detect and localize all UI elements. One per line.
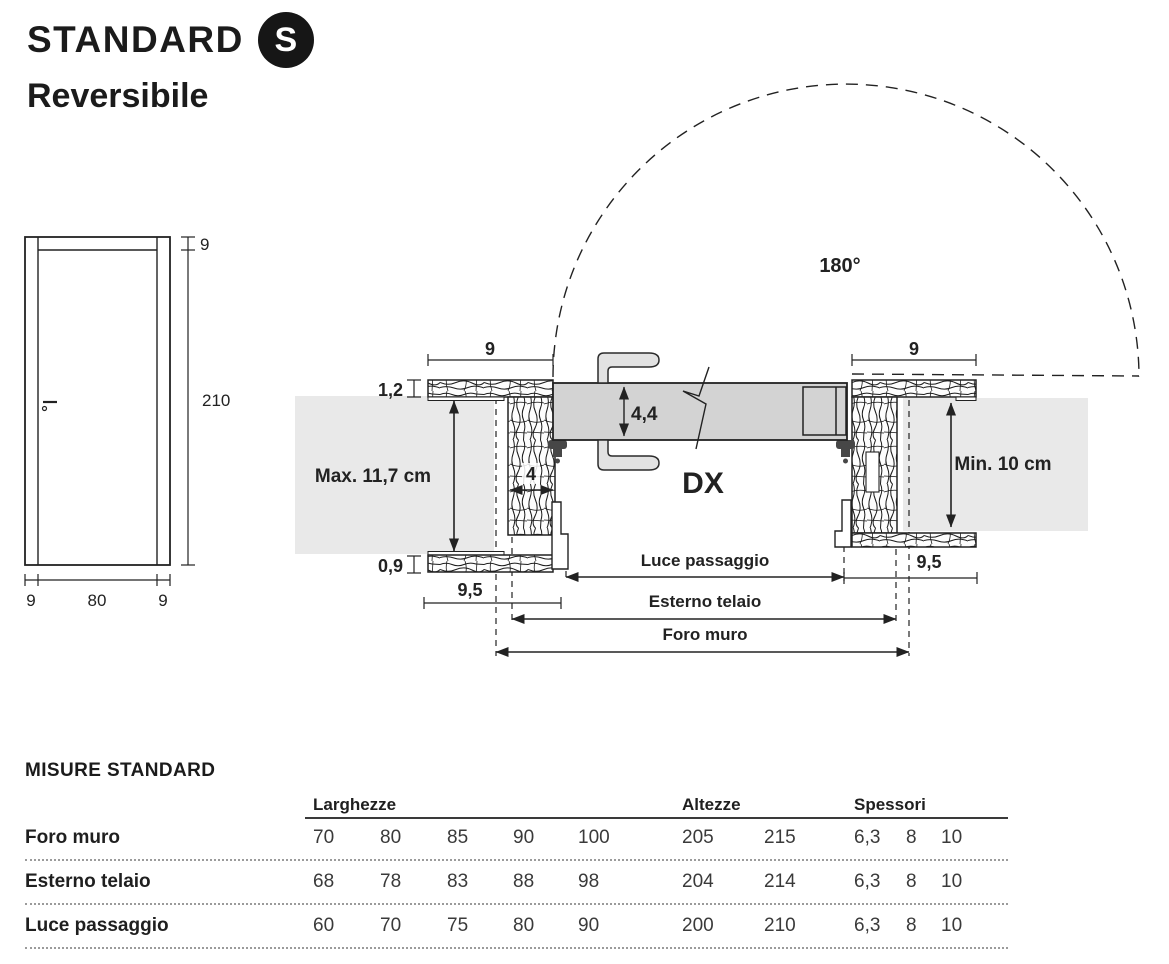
cell-value: 70 (380, 915, 402, 936)
misure-standard-table (25, 760, 1008, 949)
cell-value: 60 (313, 915, 335, 936)
handle-bottom-plan (598, 440, 659, 470)
table-header-rule (305, 817, 1008, 819)
wall-min-label: Min. 10 cm (954, 454, 1052, 475)
cell-value: 70 (313, 827, 335, 848)
door-plan-view (295, 84, 1139, 656)
latch-channel (866, 452, 879, 492)
cell-value: 6,3 (854, 827, 881, 848)
cell-value: 90 (578, 915, 600, 936)
handle-top-plan (598, 353, 659, 383)
front-frame-left-label: 9 (26, 591, 36, 610)
table-title: MISURE STANDARD (25, 760, 216, 781)
cell-value: 8 (906, 915, 917, 936)
table-header-row (25, 793, 1008, 817)
front-height-label: 210 (202, 391, 231, 410)
col-group-larghezze: Larghezze (313, 795, 397, 814)
standard-s-badge: S (258, 12, 314, 68)
cell-value: 80 (513, 915, 535, 936)
cell-value: 215 (764, 827, 796, 848)
page-subtitle: Reversibile (27, 77, 209, 115)
table-row-foro-muro (25, 817, 1008, 861)
architrave-thickness-label: 1,2 (377, 380, 403, 400)
cell-value: 98 (578, 871, 600, 892)
row-label: Luce passaggio (25, 915, 169, 936)
jamb-width-label: 4 (525, 464, 537, 484)
cell-value: 200 (682, 915, 714, 936)
door-front-view (25, 235, 230, 610)
col-group-spessori: Spessori (854, 795, 926, 814)
cell-value: 80 (380, 827, 402, 848)
cell-value: 88 (513, 871, 535, 892)
table-row-luce-passaggio (25, 905, 1008, 949)
front-width-dim (25, 574, 170, 586)
extension-profile-left (552, 502, 568, 569)
luce-passaggio-dim-label: Luce passaggio (640, 551, 770, 570)
cell-value: 78 (380, 871, 402, 892)
front-leaf-width-label: 80 (87, 591, 107, 610)
front-frame-top-label: 9 (200, 235, 210, 254)
bottom-strip-thickness-label: 0,9 (377, 556, 403, 576)
architrave-width-right-label: 9 (908, 339, 920, 359)
table-row-esterno-telaio (25, 861, 1008, 905)
swing-angle-label: 180° (819, 255, 861, 277)
cell-value: 85 (447, 827, 469, 848)
cell-value: 6,3 (854, 915, 881, 936)
opening-direction-label: DX (682, 467, 724, 500)
cell-value: 8 (906, 871, 917, 892)
cell-value: 90 (513, 827, 535, 848)
cell-value: 214 (764, 871, 796, 892)
frame-depth-left-label: 9,5 (457, 580, 483, 600)
cell-value: 10 (941, 871, 963, 892)
door-leaf-plan (553, 353, 847, 470)
cell-value: 204 (682, 871, 714, 892)
door-swing-arc (553, 84, 1139, 377)
row-label: Esterno telaio (25, 871, 151, 892)
architrave-width-left-label: 9 (484, 339, 496, 359)
cell-value: 75 (447, 915, 469, 936)
esterno-telaio-dim-label: Esterno telaio (648, 592, 762, 611)
frame-depth-right-label: 9,5 (916, 552, 942, 572)
foro-muro-dim-label: Foro muro (662, 625, 748, 644)
cell-value: 6,3 (854, 871, 881, 892)
cell-value: 210 (764, 915, 796, 936)
cell-value: 100 (578, 827, 610, 848)
cell-value: 83 (447, 871, 469, 892)
wall-max-label: Max. 11,7 cm (314, 466, 432, 487)
cell-value: 10 (941, 827, 963, 848)
extension-profile-right (835, 500, 851, 547)
page-title: STANDARD (27, 19, 244, 60)
row-label: Foro muro (25, 827, 120, 848)
cell-value: 10 (941, 915, 963, 936)
leaf-thickness-label: 4,4 (631, 404, 658, 425)
cell-value: 8 (906, 827, 917, 848)
cell-value: 68 (313, 871, 335, 892)
cell-value: 205 (682, 827, 714, 848)
col-group-altezze: Altezze (682, 795, 741, 814)
front-height-dim (181, 237, 195, 565)
front-frame-right-label: 9 (158, 591, 168, 610)
